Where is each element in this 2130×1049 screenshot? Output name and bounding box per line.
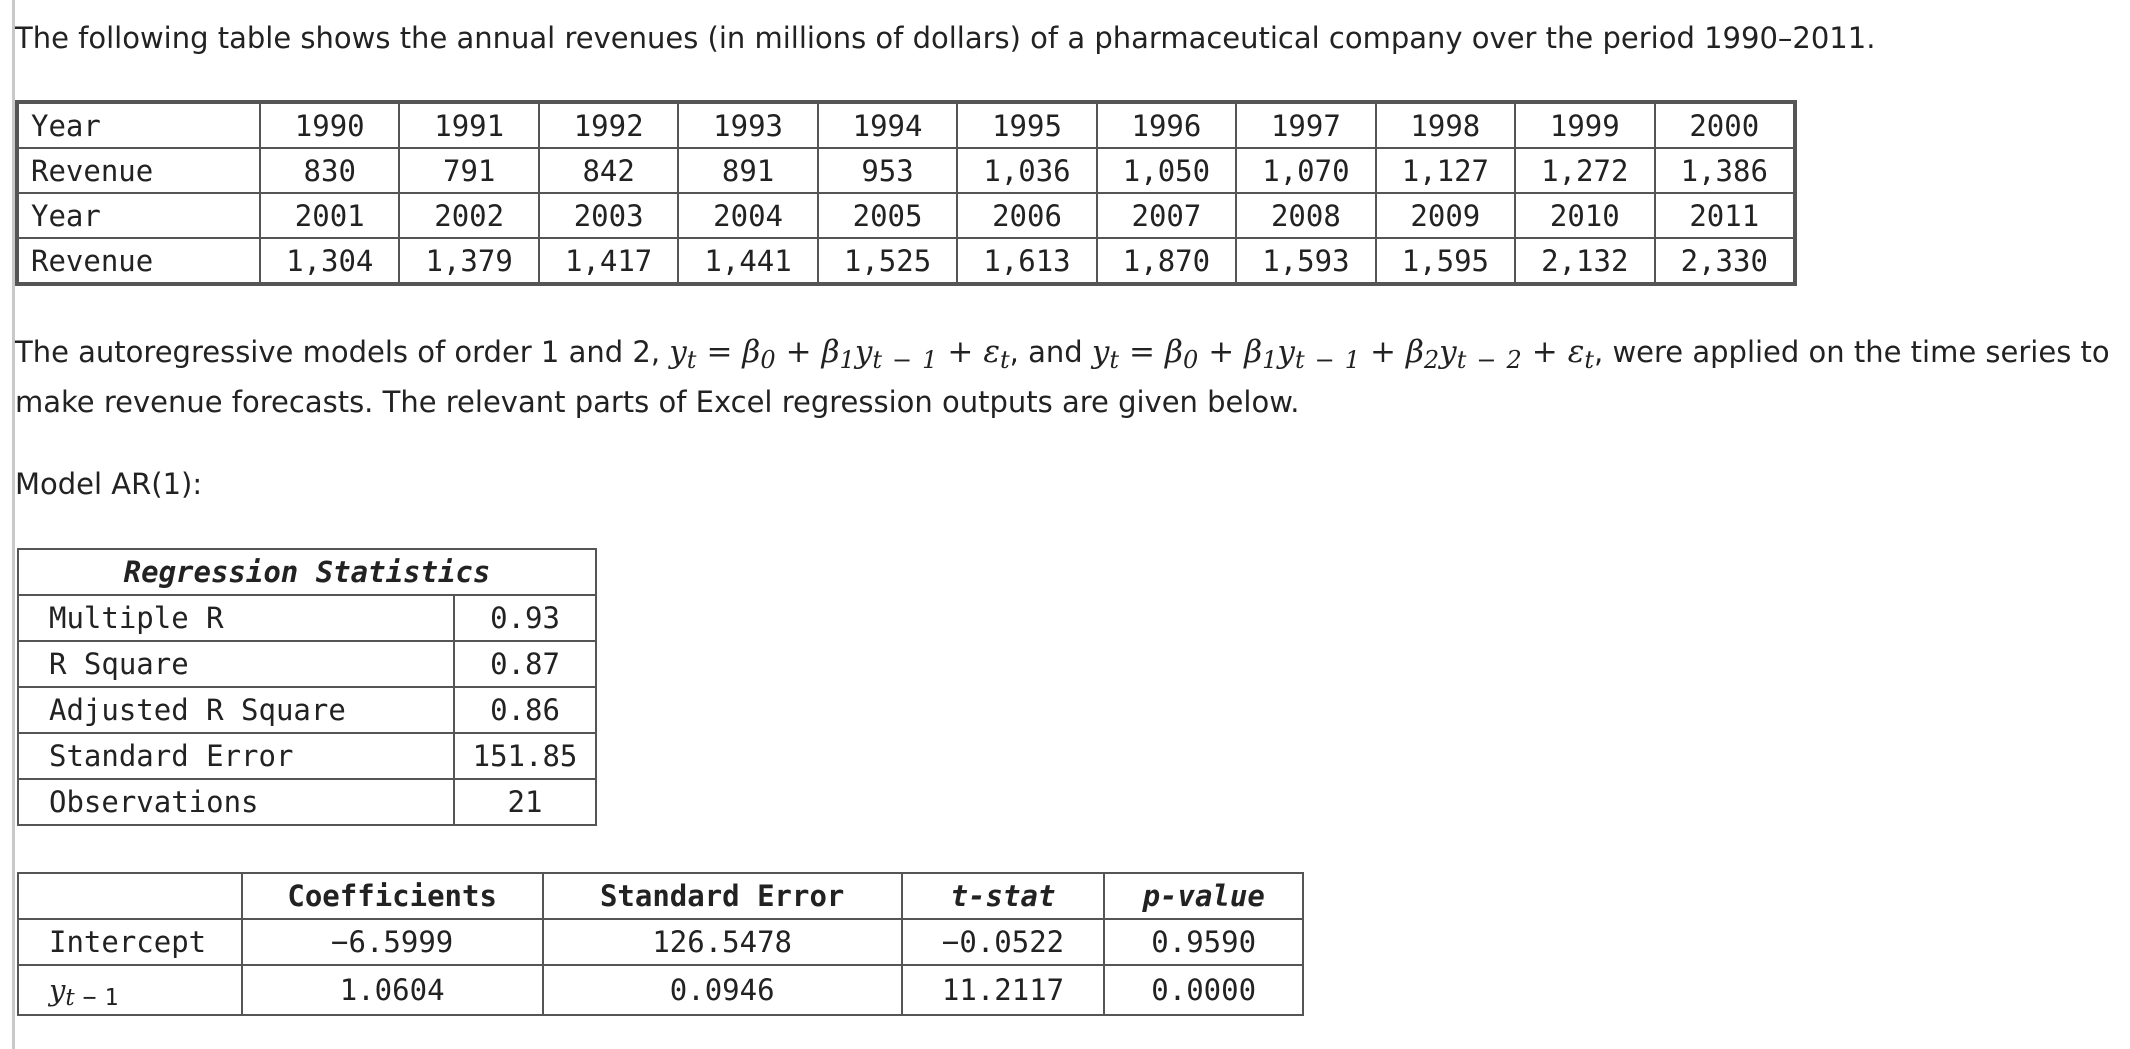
stats-label: Standard Error <box>18 733 454 779</box>
eq-symbol: 2 <box>1423 346 1440 374</box>
eq-symbol: + <box>947 334 974 370</box>
eq-symbol: ε <box>1567 334 1585 370</box>
eq-symbol: β <box>1405 334 1424 370</box>
revenue-cell: 1,036 <box>957 148 1096 193</box>
revenue-cell: 1,525 <box>818 238 957 283</box>
coef-row-lag <box>18 965 1303 1015</box>
revenue-table-row <box>18 103 1794 148</box>
eq-symbol: t <box>686 346 697 374</box>
eq-symbol: y <box>669 334 687 370</box>
revenue-cell: 842 <box>539 148 678 193</box>
revenue-cell: 2001 <box>260 193 399 238</box>
stats-row <box>18 779 596 825</box>
revenue-cell: 791 <box>399 148 538 193</box>
eq-symbol: β <box>821 334 840 370</box>
eq-symbol: t <box>1456 346 1467 374</box>
revenue-cell: 2007 <box>1097 193 1236 238</box>
revenue-cell: 1,379 <box>399 238 538 283</box>
stats-header: Regression Statistics <box>18 549 596 595</box>
eq-symbol: β <box>742 334 761 370</box>
revenue-row-label: Year <box>18 103 260 148</box>
revenue-table-row <box>18 193 1794 238</box>
eq-symbol: = <box>1129 334 1156 370</box>
revenue-row-label: Year <box>18 193 260 238</box>
revenue-cell: 1,595 <box>1376 238 1515 283</box>
eq-symbol: + <box>785 334 812 370</box>
revenue-row-label: Revenue <box>18 238 260 283</box>
regression-statistics-table <box>17 548 597 826</box>
revenue-cell: 2008 <box>1236 193 1375 238</box>
revenue-cell: 1,870 <box>1097 238 1236 283</box>
revenue-cell: 2011 <box>1655 193 1794 238</box>
stats-label: R Square <box>18 641 454 687</box>
eq-symbol: β <box>1165 334 1183 370</box>
stats-value: 0.93 <box>454 595 596 641</box>
stats-value: 21 <box>454 779 596 825</box>
stats-value: 0.86 <box>454 687 596 733</box>
revenue-cell: 1995 <box>957 103 1096 148</box>
model-label: Model AR(1): <box>15 467 203 501</box>
eq-symbol: − <box>1314 346 1335 374</box>
revenue-cell: 1998 <box>1376 103 1515 148</box>
eq-symbol: + <box>1531 334 1558 370</box>
coef-cell: 11.2117 <box>902 965 1105 1015</box>
stats-label: Adjusted R Square <box>18 687 454 733</box>
ar1-equation <box>669 334 1010 374</box>
revenue-cell: 1,272 <box>1515 148 1654 193</box>
coef-cell: −6.5999 <box>242 919 543 965</box>
coef-cell: 1.0604 <box>242 965 543 1015</box>
coef-cell: 0.9590 <box>1104 919 1303 965</box>
intro-paragraph: The following table shows the annual revenues (in millions of dollars) of a pharmaceutical company over the period 1990–2011. <box>15 21 1876 55</box>
eq-symbol: 1 <box>839 346 855 374</box>
revenue-cell: 1999 <box>1515 103 1654 148</box>
eq-symbol: t <box>1294 346 1305 374</box>
stats-row <box>18 595 596 641</box>
revenue-cell: 830 <box>260 148 399 193</box>
eq-symbol: ε <box>983 334 1000 370</box>
coefficients-table <box>17 872 1304 1016</box>
eq-symbol: 1 <box>922 346 938 374</box>
eq-symbol: − <box>891 346 913 374</box>
revenue-cell: 2010 <box>1515 193 1654 238</box>
revenue-cell: 1990 <box>260 103 399 148</box>
revenue-cell: 1,593 <box>1236 238 1375 283</box>
ar2-equation <box>1091 334 1595 374</box>
revenue-cell: 891 <box>678 148 817 193</box>
lag-number: 1 <box>104 985 119 1011</box>
revenue-cell: 1996 <box>1097 103 1236 148</box>
eq-symbol: 2 <box>1506 346 1522 374</box>
revenue-cell: 2,132 <box>1515 238 1654 283</box>
eq-symbol: − <box>1476 346 1497 374</box>
eq-symbol: 1 <box>1262 346 1278 374</box>
eq-symbol: 0 <box>760 346 776 374</box>
coef-header-row <box>18 873 1303 919</box>
revenue-cell: 1,070 <box>1236 148 1375 193</box>
revenue-cell: 953 <box>818 148 957 193</box>
eq-symbol: t <box>1584 346 1595 374</box>
model-text-after: , were applied on the time series to make revenue forecasts. The relevant parts of Excel regression outputs are given below. <box>15 335 2110 419</box>
revenue-row-label: Revenue <box>18 148 260 193</box>
revenue-cell: 2009 <box>1376 193 1515 238</box>
eq-symbol: y <box>854 334 873 370</box>
revenue-table <box>17 102 1795 284</box>
coef-header-standard-error: Standard Error <box>543 873 902 919</box>
revenue-cell: 2003 <box>539 193 678 238</box>
revenue-cell: 1,050 <box>1097 148 1236 193</box>
revenue-table-row <box>18 148 1794 193</box>
revenue-cell: 1,613 <box>957 238 1096 283</box>
model-text-between: , and <box>1009 335 1092 369</box>
left-border-rule <box>12 0 15 1049</box>
stats-value: 0.87 <box>454 641 596 687</box>
coef-cell: −0.0522 <box>902 919 1105 965</box>
stats-row <box>18 641 596 687</box>
eq-symbol: + <box>1208 334 1235 370</box>
eq-symbol: t <box>872 346 882 374</box>
revenue-cell: 1994 <box>818 103 957 148</box>
lag-t-subscript: t <box>65 985 75 1011</box>
eq-symbol: = <box>706 334 733 370</box>
revenue-cell: 2005 <box>818 193 957 238</box>
revenue-cell: 1991 <box>399 103 538 148</box>
model-description-paragraph <box>15 328 2115 426</box>
eq-symbol: t <box>1000 346 1010 374</box>
eq-symbol: β <box>1244 334 1263 370</box>
coef-cell: 126.5478 <box>543 919 902 965</box>
model-text-before: The autoregressive models of order 1 and 2, <box>15 335 670 369</box>
eq-symbol: + <box>1369 334 1396 370</box>
coef-header-coefficients: Coefficients <box>242 873 543 919</box>
stats-row <box>18 687 596 733</box>
stats-label: Observations <box>18 779 454 825</box>
coef-row-label <box>18 965 242 1015</box>
coef-row-intercept <box>18 919 1303 965</box>
revenue-cell: 1,304 <box>260 238 399 283</box>
lag-minus: − <box>82 985 97 1011</box>
coef-cell: 0.0946 <box>543 965 902 1015</box>
eq-symbol: y <box>1277 334 1295 370</box>
stats-value: 151.85 <box>454 733 596 779</box>
eq-symbol: 0 <box>1182 346 1199 374</box>
revenue-cell: 2006 <box>957 193 1096 238</box>
revenue-cell: 1,417 <box>539 238 678 283</box>
lag-y-symbol: y <box>49 973 66 1007</box>
coef-header-blank <box>18 873 242 919</box>
revenue-cell: 1,386 <box>1655 148 1794 193</box>
stats-row <box>18 733 596 779</box>
coef-header-t-stat: t-stat <box>902 873 1105 919</box>
revenue-cell: 1,127 <box>1376 148 1515 193</box>
eq-symbol: y <box>1091 334 1110 370</box>
revenue-cell: 1,441 <box>678 238 817 283</box>
revenue-cell: 2004 <box>678 193 817 238</box>
revenue-cell: 1993 <box>678 103 817 148</box>
coef-cell: 0.0000 <box>1104 965 1303 1015</box>
eq-symbol: y <box>1439 334 1457 370</box>
eq-symbol: 1 <box>1344 346 1360 374</box>
stats-header-row <box>18 549 596 595</box>
revenue-cell: 2000 <box>1655 103 1794 148</box>
coef-row-label: Intercept <box>18 919 242 965</box>
stats-label: Multiple R <box>18 595 454 641</box>
revenue-table-row <box>18 238 1794 283</box>
revenue-cell: 1992 <box>539 103 678 148</box>
revenue-cell: 2,330 <box>1655 238 1794 283</box>
coef-header-p-value: p-value <box>1104 873 1303 919</box>
revenue-cell: 1997 <box>1236 103 1375 148</box>
revenue-cell: 2002 <box>399 193 538 238</box>
eq-symbol: t <box>1109 346 1120 374</box>
